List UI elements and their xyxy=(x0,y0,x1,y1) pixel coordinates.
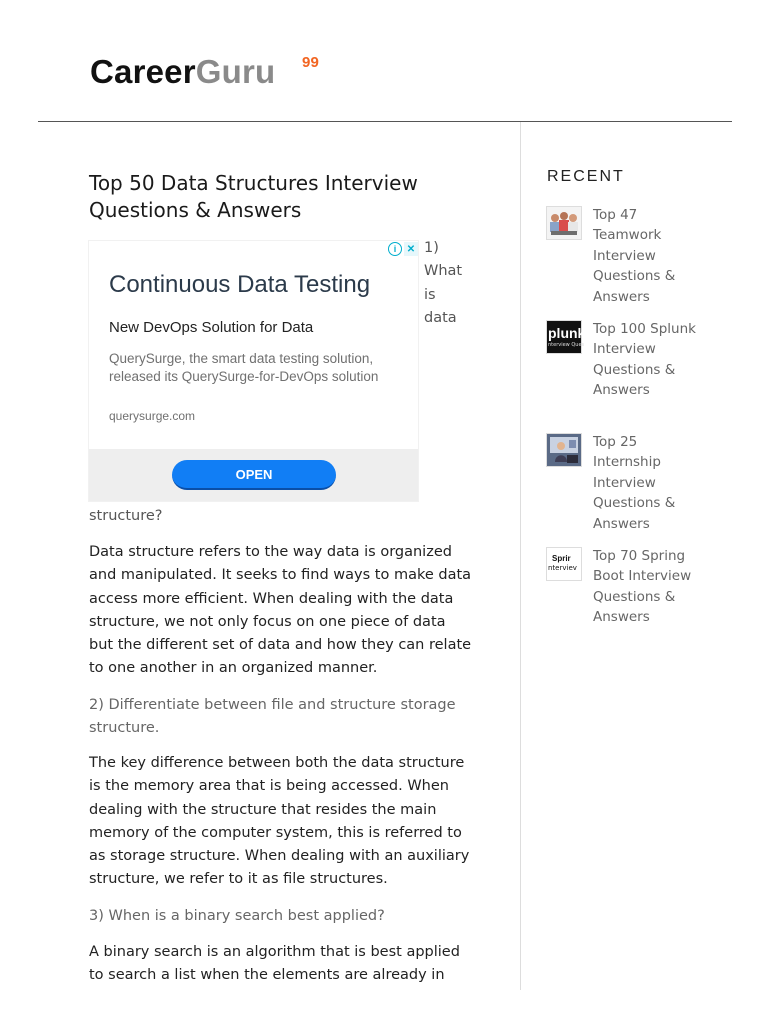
answer-3-text: A binary search is an algorithm that is best applied to search a list when the elements are already in xyxy=(89,944,460,984)
question-2-text: 2) Differentiate between file and structure storage structure. xyxy=(89,697,456,737)
ad-domain[interactable]: querysurge.com xyxy=(109,409,196,423)
info-icon[interactable]: i xyxy=(388,242,402,256)
article-title: Top 50 Data Structures Interview Questions & Answers xyxy=(89,171,418,222)
spring-thumb-subtext: nterviev xyxy=(548,564,577,572)
recent-link-spring-boot[interactable]: Top 70 Spring Boot Interview Questions & Answers xyxy=(593,548,692,626)
splunk-thumb-subtext: nterview Ques xyxy=(548,342,585,348)
ad-description: QuerySurge, the smart data testing solution, released its QuerySurge-for-DevOps solution xyxy=(109,351,379,384)
spring-thumb-text: Sprir xyxy=(552,554,571,563)
internship-thumbnail[interactable] xyxy=(547,434,581,466)
logo-career-text: Career xyxy=(90,53,196,90)
answer-2-text: The key difference between both the data structure is the memory area that is being accessed. When dealing with the structure that resides the main memory of the computer system, this is referred to as storage structure. When dealing with an auxiliary structure, we refer to it as file structures. xyxy=(89,755,470,888)
close-icon[interactable]: ✕ xyxy=(404,242,418,256)
site-logo[interactable] xyxy=(90,53,320,105)
logo-superscript: 99 xyxy=(302,54,320,71)
question-3-text: 3) When is a binary search best applied? xyxy=(89,908,385,924)
answer-1-text: Data structure refers to the way data is organized and manipulated. It seeks to find ways to make data access more efficient. When dealing with the data structure, we not only focus on one piece of data but the different set of data and how they can relate to one another in an organized manner. xyxy=(89,544,472,677)
recent-heading: RECENT xyxy=(547,168,625,185)
answer-1 xyxy=(89,541,474,681)
ad-badges xyxy=(388,242,418,256)
recent-link-teamwork[interactable]: Top 47 Teamwork Interview Questions & Answers xyxy=(593,207,676,305)
header-divider xyxy=(38,121,732,122)
answer-3 xyxy=(89,941,474,988)
splunk-thumbnail[interactable] xyxy=(547,321,586,353)
spring-boot-thumbnail[interactable] xyxy=(547,548,581,580)
question-1-end: structure? xyxy=(89,508,163,524)
ad-subhead[interactable]: New DevOps Solution for Data xyxy=(109,319,314,336)
recent-link-internship[interactable]: Top 25 Internship Interview Questions & Answers xyxy=(593,434,676,532)
recent-link-splunk[interactable]: Top 100 Splunk Interview Questions & Answers xyxy=(593,321,696,399)
answer-2 xyxy=(89,752,474,892)
ad-footer xyxy=(89,449,418,501)
question-1-start: 1) What is data xyxy=(424,240,463,326)
ad-open-button[interactable]: OPEN xyxy=(172,460,336,490)
ad-headline[interactable]: Continuous Data Testing xyxy=(109,271,371,298)
article-header xyxy=(89,170,469,224)
question-2 xyxy=(89,694,474,741)
advertisement[interactable] xyxy=(89,241,418,501)
logo-guru-text: Guru xyxy=(195,53,276,90)
sidebar-divider xyxy=(520,122,521,990)
question-3 xyxy=(89,905,474,928)
splunk-thumb-text: plunk xyxy=(548,325,586,341)
teamwork-thumbnail[interactable] xyxy=(547,207,581,239)
